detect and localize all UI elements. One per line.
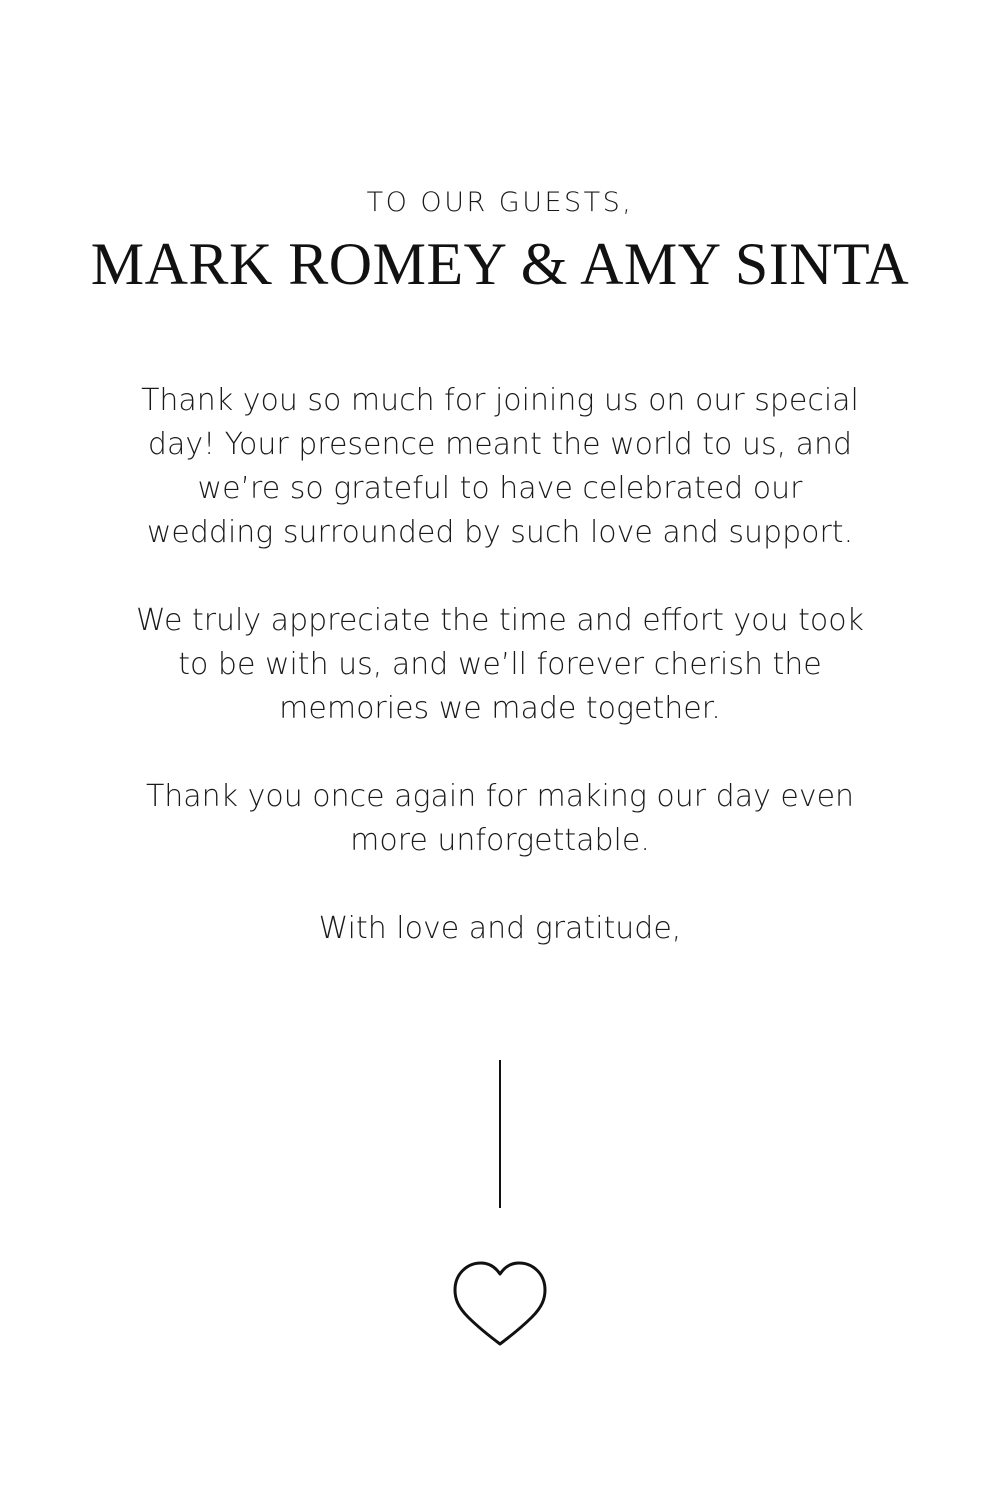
vertical-divider-line xyxy=(499,1060,501,1208)
closing-line: With love and gratitude, xyxy=(318,911,682,946)
message-paragraph-3: Thank you once again for making our day even more unforgettable. xyxy=(145,779,855,858)
thank-you-message xyxy=(130,379,870,951)
heart-icon xyxy=(452,1258,548,1348)
message-paragraph-2: We truly appreciate the time and effort you took to be with us, and we’ll forever cherish the memories we made together. xyxy=(136,603,864,726)
message-paragraph-1: Thank you so much for joining us on our special day! Your presence meant the world to us, and we’re so grateful to have celebrated our wedding surrounded by such love and support. xyxy=(141,383,859,550)
greeting-heading: TO OUR GUESTS, xyxy=(366,187,634,218)
couple-names-title: MARK ROMEY & AMY SINTA xyxy=(90,231,910,297)
